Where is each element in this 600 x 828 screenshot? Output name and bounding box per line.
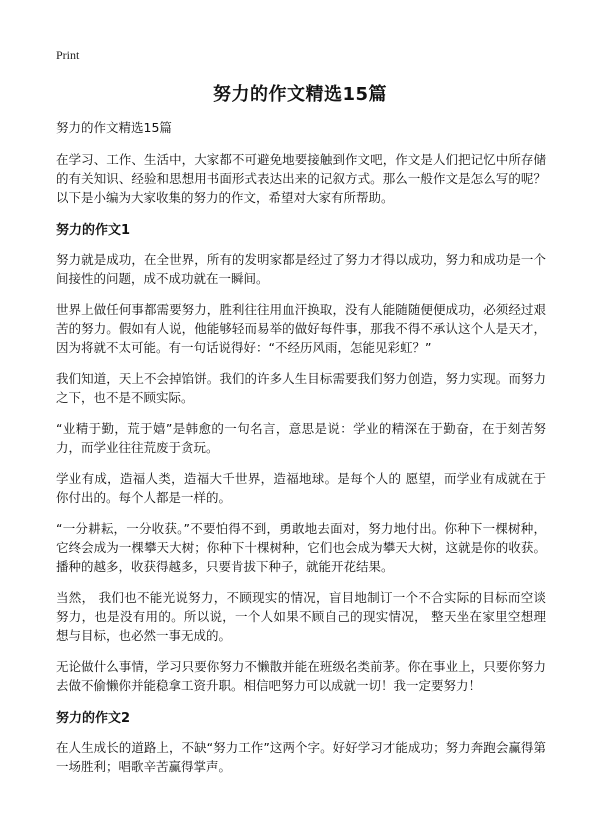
- paragraph: 在人生成长的道路上，不缺“努力工作”这两个字。好好学习才能成功；努力奔跑会赢得第一场胜利；唱歌辛苦赢得掌声。: [56, 740, 546, 774]
- paragraph: “一分耕耘，一分收获。”不要怕得不到，勇敢地去面对，努力地付出。你种下一棵树种，它终会成为一棵攀天大树；你种下十棵树种，它们也会成为攀天大树，这就是你的收获。播种的越多，收获得越多，只要肯拔下种子，就能开花结果。: [56, 521, 546, 574]
- article-body: [56, 118, 546, 788]
- print-link[interactable]: Print: [56, 48, 80, 62]
- article-subtitle: 努力的作文精选15篇: [56, 120, 172, 135]
- paragraph: “业精于勤，荒于嬉”是韩愈的一句名言，意思是说：学业的精深在于勤奋，在于刻苦努力，而学业往往荒废于贪玩。: [56, 421, 546, 455]
- section-heading-2: 努力的作文2: [56, 711, 131, 726]
- paragraph: 无论做什么事情，学习只要你努力不懒散并能在班级名类前茅。你在事业上，只要你努力去做不偷懒你并能稳拿工资升职。相信吧努力可以成就一切！我一定要努力！: [56, 659, 546, 693]
- paragraph: 努力就是成功，在全世界，所有的发明家都是经过了努力才得以成功，努力和成功是一个间接性的问题，成不成功就在一瞬间。: [56, 252, 546, 286]
- section-heading-1: 努力的作文1: [56, 223, 131, 238]
- paragraph: 学业有成，造福人类，造福大千世界，造福地球。是每个人的 愿望，而学业有成就在于你付出的。每个人都是一样的。: [56, 471, 546, 505]
- paragraph: 世界上做任何事都需要努力，胜利往往用血汗换取，没有人能随随便便成功，必须经过艰苦的努力。假如有人说，他能够轻而易举的做好每件事，那我不得不承认这个人是天才，因为将就不太可能。有一句话说得好：“不经历风雨，怎能见彩虹？”: [56, 302, 546, 355]
- page-title: 努力的作文精选15篇: [212, 84, 388, 105]
- paragraph: 当然， 我们也不能光说努力，不顾现实的情况，盲目地制订一个不合实际的目标而空谈努力，也是没有用的。所以说，一个人如果不顾自己的现实情况， 整天坐在家里空想理想与目标，也必然一事无成的。: [56, 590, 546, 643]
- intro-paragraph: 在学习、工作、生活中，大家都不可避免地要接触到作文吧，作文是人们把记忆中所存储的有关知识、经验和思想用书面形式表达出来的记叙方式。那么一般作文是怎么写的呢？以下是小编为大家收集的努力的作文，希望对大家有所帮助。: [56, 152, 546, 205]
- paragraph: 我们知道，天上不会掉馅饼。我们的许多人生目标需要我们努力创造，努力实现。而努力之下，也不是不顾实际。: [56, 371, 546, 405]
